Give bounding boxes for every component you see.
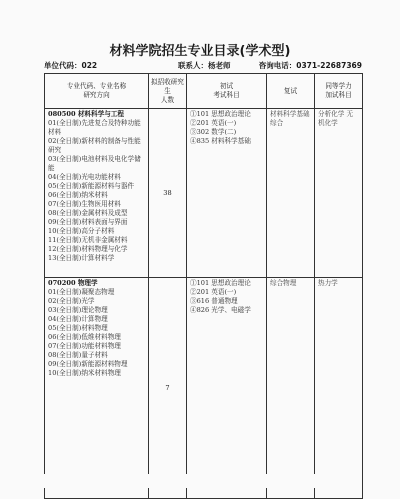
- header-program-line: 研究方向: [83, 91, 110, 99]
- meta-row: [44, 60, 362, 74]
- quota-cell: 38: [149, 109, 187, 278]
- header-retest: [267, 74, 315, 109]
- header-exam-line: 考试科目: [213, 91, 240, 99]
- direction-item: 08(全日制)金属材料及成型: [48, 209, 128, 217]
- direction-item: 05(全日制)材料物理: [48, 324, 108, 332]
- exam-subject: ④835 材料科学基础: [190, 137, 251, 145]
- extra-cell: 分析化学 无机化学: [315, 109, 363, 278]
- table-row: [45, 278, 363, 499]
- exam-subject: ②201 英语(一): [190, 288, 237, 296]
- exam-cell: [187, 109, 267, 278]
- header-quota: [149, 74, 187, 109]
- direction-item: 02(全日制)光学: [48, 297, 95, 305]
- direction-item: 02(全日制)新材料的制备与性能研究: [48, 137, 141, 154]
- header-retest-line: 复试: [283, 86, 298, 95]
- direction-item: 12(全日制)材料物理与化学: [48, 245, 128, 253]
- exam-subject: ③616 普通物理: [190, 297, 238, 305]
- exam-subject: ①101 思想政治理论: [190, 279, 251, 287]
- direction-item: 09(全日制)新能源材料物理: [48, 360, 128, 368]
- direction-item: 09(全日制)材料表面与界面: [48, 218, 128, 226]
- extra-cell: 热力学: [315, 278, 363, 499]
- contact-person: 联系人：杨老师: [178, 61, 231, 70]
- exam-subject: ③302 数学(二): [190, 128, 237, 136]
- program-cell: [45, 278, 149, 499]
- direction-item: 03(全日制)理论物理: [48, 306, 108, 314]
- direction-item: 07(全日制)生物医用材料: [48, 200, 121, 208]
- header-extra-line: 同等学力: [325, 82, 352, 90]
- unit-code: 单位代码：022: [44, 61, 98, 70]
- direction-item: 10(全日制)纳米材料物理: [48, 369, 121, 377]
- direction-item: 07(全日制)功能材料物理: [48, 342, 121, 350]
- page-title: 材料学院招生专业目录(学术型): [109, 44, 291, 59]
- direction-item: 06(全日制)低维材料物理: [48, 333, 121, 341]
- header-exam: [187, 74, 267, 109]
- exam-subject: ④826 光学、电磁学: [190, 306, 251, 314]
- retest-cell: 材料科学基础综合: [267, 109, 315, 278]
- quota-cell: 7: [149, 278, 187, 499]
- program-cell: [45, 109, 149, 278]
- exam-cell: [187, 278, 267, 499]
- header-quota-line: 拟招收研究生: [151, 77, 184, 95]
- table-row: [45, 109, 363, 278]
- direction-item: 01(全日制)先进复合及特种功能材料: [48, 119, 141, 136]
- header-program: [45, 74, 149, 109]
- direction-item: 10(全日制)高分子材料: [48, 227, 115, 235]
- exam-subject: ②201 英语(一): [190, 119, 237, 127]
- direction-item: 01(全日制)凝聚态物理: [48, 288, 115, 296]
- retest-cell: 综合物理: [267, 278, 315, 499]
- exam-subject: ①101 思想政治理论: [190, 110, 251, 118]
- header-exam-line: 初试: [219, 82, 234, 90]
- program-table: [44, 73, 363, 499]
- direction-item: 03(全日制)电池材料及电化学储能: [48, 155, 141, 172]
- header-quota-line: 人数: [160, 95, 175, 104]
- direction-item: 06(全日制)纳米材料: [48, 191, 108, 199]
- page-bottom-margin: [44, 474, 362, 488]
- program-code-name: 080500 材料科学与工程: [48, 110, 124, 118]
- table-header-row: [45, 74, 363, 109]
- direction-item: 04(全日制)计算物理: [48, 315, 108, 323]
- direction-item: 04(全日制)光电功能材料: [48, 173, 121, 181]
- header-program-line: 专业代码、专业名称: [66, 82, 127, 90]
- direction-item: 08(全日制)量子材料: [48, 351, 108, 359]
- contact-phone: 咨询电话：0371-22687369: [258, 61, 362, 70]
- header-extra-line: 加试科目: [325, 91, 352, 99]
- direction-item: 11(全日制)无机非金属材料: [48, 236, 128, 244]
- header-extra: [315, 74, 363, 109]
- direction-item: 05(全日制)新能源材料与器件: [48, 182, 135, 190]
- direction-item: 13(全日制)计算材料学: [48, 254, 115, 262]
- program-code-name: 070200 物理学: [48, 279, 98, 287]
